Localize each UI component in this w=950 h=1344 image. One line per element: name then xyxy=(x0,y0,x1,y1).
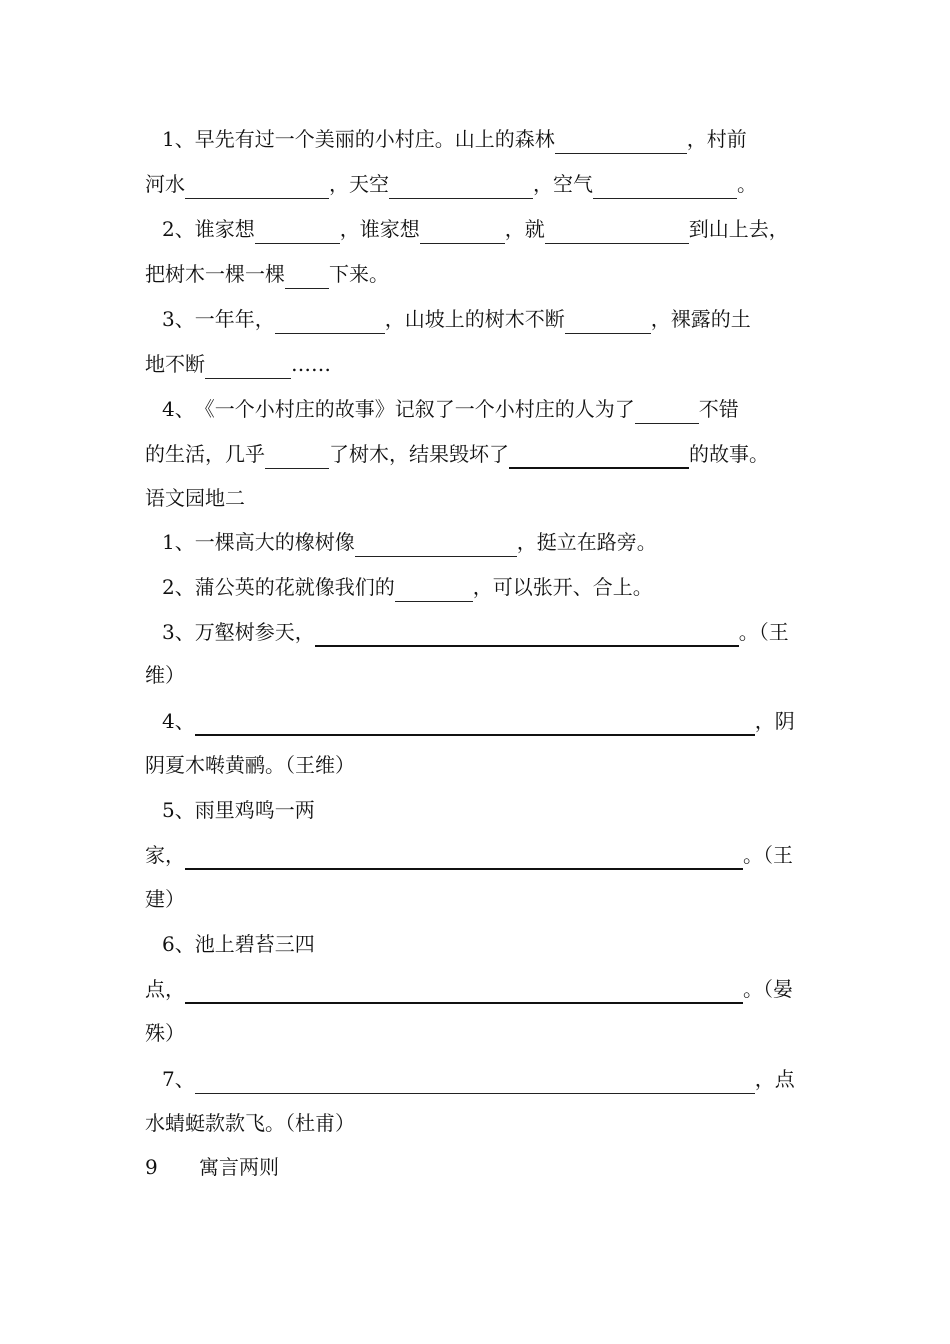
blank xyxy=(315,623,739,647)
blank xyxy=(555,131,687,154)
y6-text-c: 。（晏 xyxy=(743,977,793,1001)
y7-text-b: ，点 xyxy=(754,1067,795,1091)
y6-number: 6、 xyxy=(162,932,195,956)
y1-number: 1、 xyxy=(162,530,195,554)
section-title: 语文园地二 xyxy=(145,486,245,510)
blank xyxy=(195,712,755,736)
blank xyxy=(195,1071,755,1094)
y5-line3: 建） xyxy=(145,887,185,911)
q2-line1 xyxy=(162,214,789,244)
y2-text-b: ，可以张开、合上。 xyxy=(472,575,653,599)
y1-text-b: ，挺立在路旁。 xyxy=(516,530,657,554)
q3-text-a: 一年年， xyxy=(194,307,275,331)
y7-line1 xyxy=(162,1064,795,1094)
q1-text-e: ，空气 xyxy=(533,172,593,196)
y5-line1 xyxy=(162,795,315,825)
y4-line2: 阴夏木啭黄鹂。（王维） xyxy=(145,753,355,777)
q1-text-d: ，天空 xyxy=(329,172,389,196)
y5-text-a: 雨里鸡鸣一两 xyxy=(194,798,315,822)
y2-number: 2、 xyxy=(162,575,195,599)
q1-line1 xyxy=(162,124,747,154)
y1-line xyxy=(162,527,657,557)
q2-text-b: ，谁家想 xyxy=(339,217,420,241)
y5-number: 5、 xyxy=(162,798,195,822)
y6-text-b: 点， xyxy=(145,977,185,1001)
y1-text-a: 一棵高大的橡树像 xyxy=(194,530,355,554)
q2-text-a: 谁家想 xyxy=(194,217,255,241)
blank xyxy=(185,980,743,1004)
blank xyxy=(395,579,473,602)
blank xyxy=(185,846,743,870)
y6-text-a: 池上碧苔三四 xyxy=(194,932,315,956)
q2-text-c: ，就 xyxy=(504,217,545,241)
q4-line1 xyxy=(162,394,739,424)
blank xyxy=(420,221,505,244)
y5-text-b: 家， xyxy=(145,843,185,867)
blank xyxy=(565,311,651,334)
q4-text-e: 的故事。 xyxy=(689,442,769,466)
q2-text-f: 下来。 xyxy=(329,262,389,286)
y4-line1 xyxy=(162,706,795,736)
y2-line xyxy=(162,572,653,602)
y7-line2: 水蜻蜓款款飞。（杜甫） xyxy=(145,1111,355,1135)
q4-text-d: 了树木，结果毁坏了 xyxy=(329,442,509,466)
blank xyxy=(545,221,689,244)
q2-number: 2、 xyxy=(162,217,195,241)
q4-text-a: 《一个小村庄的故事》记叙了一个小村庄的人为了 xyxy=(194,397,635,421)
y6-line1 xyxy=(162,929,315,959)
q4-number: 4、 xyxy=(162,397,195,421)
y4-number: 4、 xyxy=(162,709,195,733)
blank xyxy=(355,534,517,557)
q1-text-c: 河水 xyxy=(145,172,185,196)
q2-line2 xyxy=(145,259,389,289)
lesson-number: 9 xyxy=(145,1155,158,1179)
q3-number: 3、 xyxy=(162,307,195,331)
blank xyxy=(509,445,689,469)
blank xyxy=(255,221,340,244)
q1-text-f: 。 xyxy=(737,172,757,196)
blank xyxy=(285,266,329,289)
q3-line2 xyxy=(145,349,331,379)
y6-line2 xyxy=(145,974,793,1004)
q1-line2 xyxy=(145,169,757,199)
y3-text-a: 万壑树参天， xyxy=(194,620,315,644)
blank xyxy=(265,446,329,469)
q1-text-a: 早先有过一个美丽的小村庄。山上的森林 xyxy=(194,127,555,151)
lesson-title: 寓言两则 xyxy=(199,1155,279,1179)
y5-text-c: 。（王 xyxy=(743,843,793,867)
q3-text-c: ，裸露的土 xyxy=(650,307,751,331)
q3-text-b: ，山坡上的树木不断 xyxy=(384,307,565,331)
blank xyxy=(205,356,291,379)
y7-number: 7、 xyxy=(162,1067,195,1091)
blank xyxy=(275,311,385,334)
y3-line1 xyxy=(162,617,789,647)
blank xyxy=(635,401,699,424)
q4-text-b: 不错 xyxy=(698,397,739,421)
blank xyxy=(185,176,329,199)
blank xyxy=(389,176,533,199)
q2-text-d: 到山上去， xyxy=(688,217,789,241)
q2-text-e: 把树木一棵一棵 xyxy=(145,262,285,286)
y3-text-b: 。（王 xyxy=(738,620,789,644)
y3-line2: 维） xyxy=(145,663,185,687)
y6-line3: 殊） xyxy=(145,1021,185,1045)
q1-text-b: ，村前 xyxy=(686,127,747,151)
q1-number: 1、 xyxy=(162,127,195,151)
y2-text-a: 蒲公英的花就像我们的 xyxy=(194,575,395,599)
y4-text-b: ，阴 xyxy=(754,709,795,733)
q3-line1 xyxy=(162,304,751,334)
y5-line2 xyxy=(145,840,793,870)
q3-text-d: 地不断 xyxy=(145,352,205,376)
lesson-heading xyxy=(145,1152,279,1182)
q4-text-c: 的生活，几乎 xyxy=(145,442,265,466)
q3-text-e: …… xyxy=(291,352,331,376)
q4-line2 xyxy=(145,439,769,469)
blank xyxy=(593,176,737,199)
y3-number: 3、 xyxy=(162,620,195,644)
